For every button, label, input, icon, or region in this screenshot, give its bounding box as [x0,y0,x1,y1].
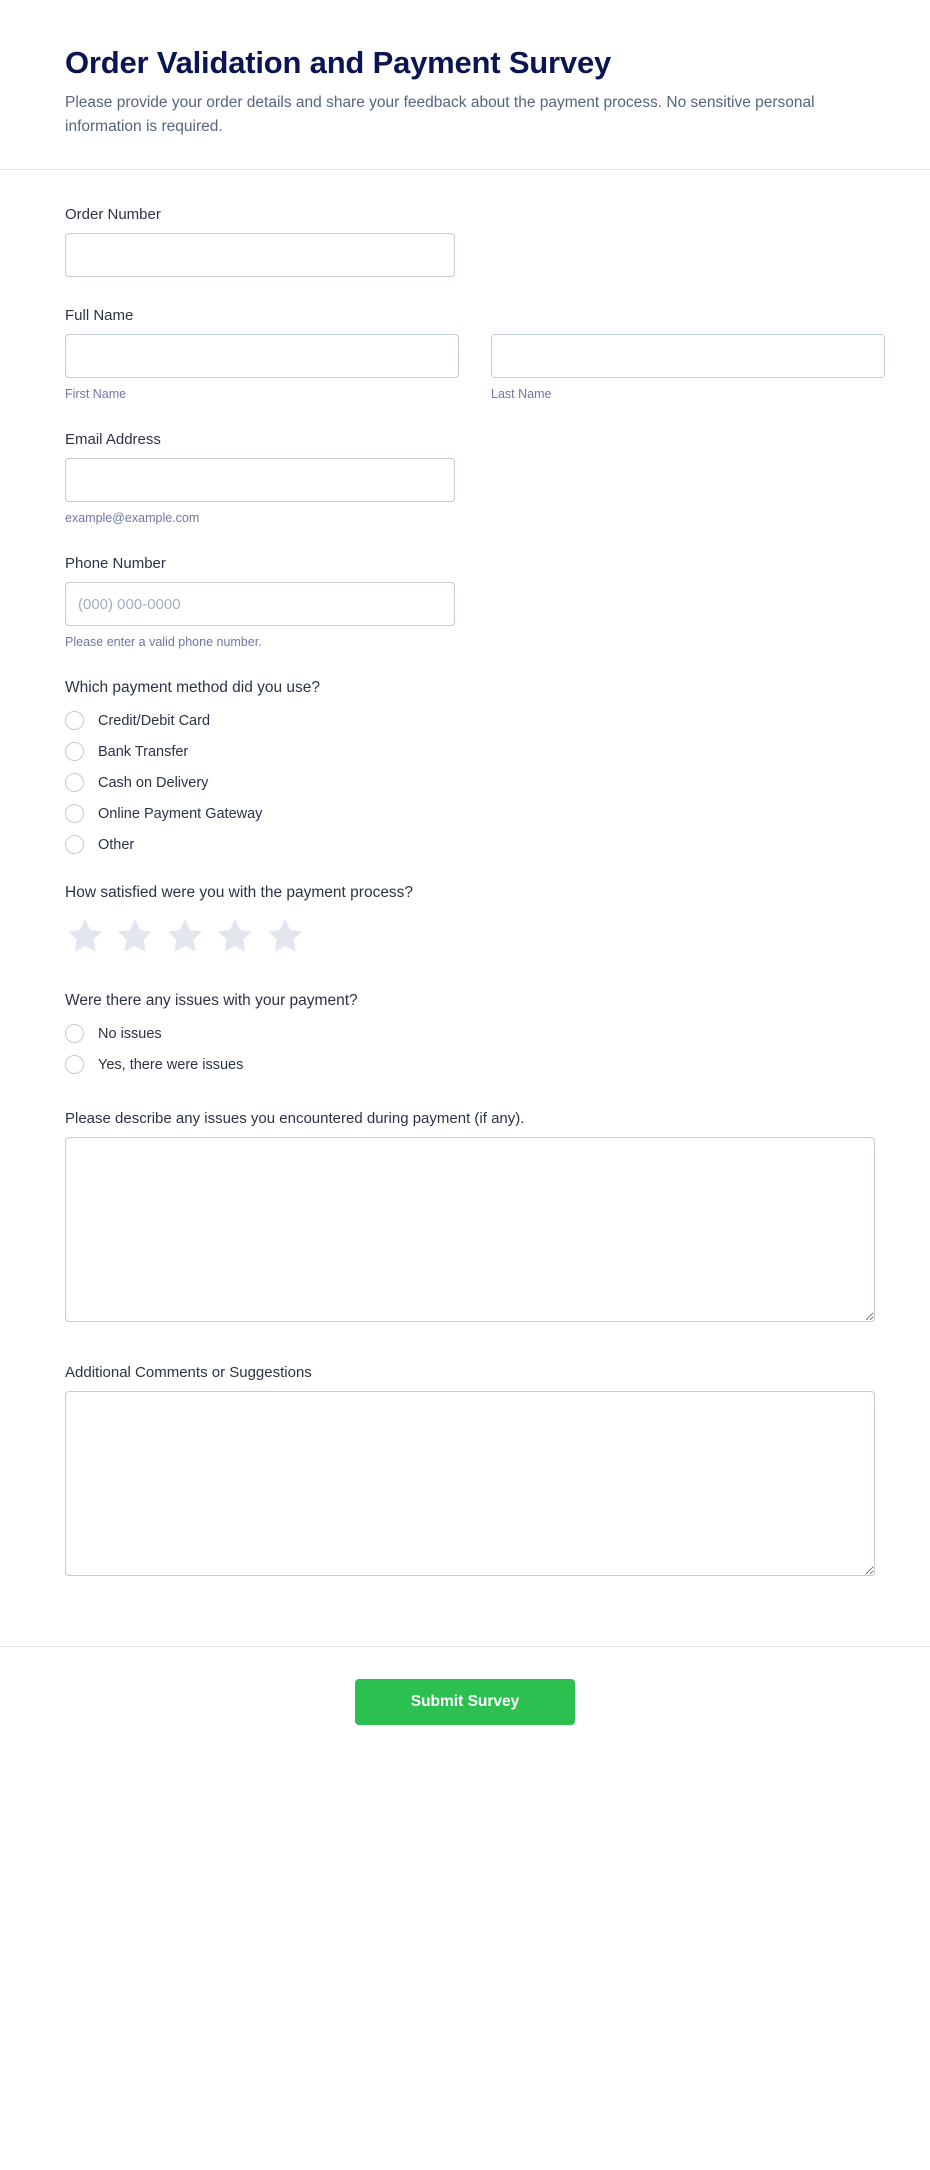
phone-input[interactable] [65,582,455,626]
last-name-sublabel: Last Name [491,387,552,402]
radio-option-yes-there-were-issues[interactable] [65,1055,865,1074]
field-payment-method [65,679,865,854]
field-additional-comments [65,1364,865,1576]
field-email [65,431,865,525]
page-title: Order Validation and Payment Survey [65,45,612,80]
field-full-name [65,307,865,401]
radio-option-credit-debit-card[interactable] [65,711,865,730]
radio-label: Online Payment Gateway [98,805,263,822]
additional-comments-textarea[interactable] [65,1391,875,1576]
radio-circle-icon[interactable] [65,711,84,730]
field-satisfaction-rating [65,884,865,956]
radio-circle-icon[interactable] [65,773,84,792]
radio-label: Credit/Debit Card [98,712,211,729]
last-name-input[interactable] [491,334,885,378]
form-footer [0,1646,930,1765]
radio-option-no-issues[interactable] [65,1024,865,1043]
form-body [0,170,930,1646]
star-icon-2[interactable] [115,916,155,956]
star-icon-5[interactable] [265,916,305,956]
phone-label: Phone Number [65,555,166,573]
radio-circle-icon[interactable] [65,1024,84,1043]
radio-circle-icon[interactable] [65,835,84,854]
first-name-col [65,334,459,401]
radio-label: Other [98,836,135,853]
star-rating[interactable] [65,916,865,956]
payment-method-label: Which payment method did you use? [65,679,321,697]
email-field[interactable] [65,458,455,502]
payment-issues-label: Were there any issues with your payment? [65,992,358,1010]
order-number-label: Order Number [65,206,161,224]
radio-label: Yes, there were issues [98,1056,244,1073]
satisfaction-label: How satisfied were you with the payment process? [65,884,414,902]
radio-label: Cash on Delivery [98,774,209,791]
full-name-label: Full Name [65,307,134,325]
radio-label: Bank Transfer [98,743,189,760]
radio-option-bank-transfer[interactable] [65,742,865,761]
star-icon-1[interactable] [65,916,105,956]
star-icon-3[interactable] [165,916,205,956]
radio-circle-icon[interactable] [65,742,84,761]
issue-description-label: Please describe any issues you encountered during payment (if any). [65,1110,525,1128]
radio-option-other[interactable] [65,835,865,854]
first-name-input[interactable] [65,334,459,378]
field-payment-issues [65,992,865,1074]
email-sublabel: example@example.com [65,511,200,526]
radio-circle-icon[interactable] [65,1055,84,1074]
email-label: Email Address [65,431,161,449]
form-header [0,0,930,170]
phone-sublabel: Please enter a valid phone number. [65,635,262,650]
form-description: Please provide your order details and share your feedback about the payment process. No sensitive personal information is required. [65,94,815,136]
full-name-row [65,334,865,401]
additional-comments-label: Additional Comments or Suggestions [65,1364,312,1382]
submit-button[interactable]: Submit Survey [355,1679,575,1725]
last-name-col [491,334,885,401]
payment-method-options [65,711,865,854]
star-icon-4[interactable] [215,916,255,956]
field-order-number [65,206,865,277]
radio-option-cash-on-delivery[interactable] [65,773,865,792]
radio-label: No issues [98,1025,162,1042]
radio-option-online-payment-gateway[interactable] [65,804,865,823]
radio-circle-icon[interactable] [65,804,84,823]
field-phone [65,555,865,649]
order-number-input[interactable] [65,233,455,277]
issue-description-textarea[interactable] [65,1137,875,1322]
field-issue-description [65,1110,865,1322]
first-name-sublabel: First Name [65,387,127,402]
payment-issues-options [65,1024,865,1074]
